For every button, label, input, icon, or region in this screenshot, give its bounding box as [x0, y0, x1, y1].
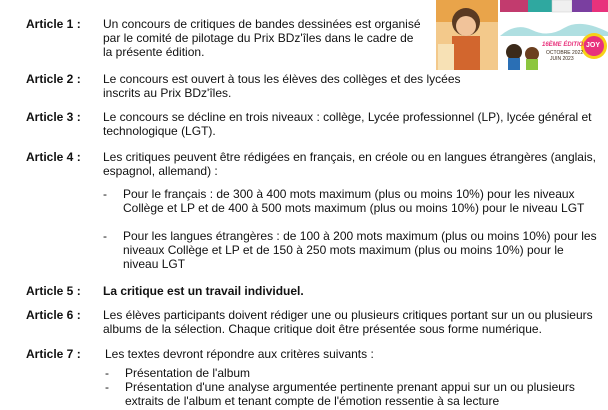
poster-date-start: OCTOBRE 2022 [546, 50, 584, 56]
article-label: Article 3 : [26, 110, 81, 124]
article-label: Article 6 : [26, 308, 81, 322]
list-item-text: Présentation de l'album [125, 366, 251, 380]
article-label: Article 1 : [26, 17, 81, 31]
article-text: Les élèves participants doivent rédiger une ou plusieurs critiques portant sur un ou plusieurs albums de la sélection. Chaque critique doit être présentée sous forme numérique. [103, 308, 593, 336]
prix-bdziles-poster [436, 0, 608, 70]
poster-edition-label: 16ÈME ÉDITION [542, 42, 588, 48]
list-item-text: Pour les langues étrangères : de 100 à 200 mots maximum (plus ou moins 10%) pour les niveaux Collège et LP et de 150 à 250 mots maximum (plus ou moins 10%) pour le niveau LGT [123, 229, 597, 271]
list-item [103, 187, 598, 215]
article-intro: Les critiques peuvent être rédigées en français, en créole ou en langues étrangères (anglais, espagnol, allemand) : [103, 150, 596, 178]
article-text: Le concours est ouvert à tous les élèves des collèges et des lycées inscrits au Prix BDz'îles. [103, 72, 461, 100]
article-label: Article 2 : [26, 72, 81, 86]
article-label: Article 5 : [26, 284, 81, 298]
poster-illustration-icon [436, 0, 608, 70]
bullet-dash: - [103, 229, 107, 243]
bullet-dash: - [103, 187, 107, 201]
list-item [103, 229, 598, 271]
article-label: Article 4 : [26, 150, 81, 164]
poster-date-end: JUIN 2023 [550, 56, 574, 62]
article-label: Article 7 : [26, 347, 81, 361]
article-intro: Les textes devront répondre aux critères suivants : [105, 347, 374, 361]
list-item-text: Présentation d'une analyse argumentée pertinente prenant appui sur un ou plusieurs extraits de l'album et tenant compte de l'émotion ressentie à sa lecture [125, 380, 575, 408]
article-text: Un concours de critiques de bandes dessinées est organisé par le comité de pilotage du Prix BDz'îles dans le cadre de la présente édition. [103, 17, 421, 59]
bullet-dash: - [105, 380, 109, 394]
list-item [105, 366, 600, 380]
list-item [105, 380, 600, 408]
list-item-text: Pour le français : de 300 à 400 mots maximum (plus ou moins 10%) pour les niveaux Collège et LP et de 400 à 500 mots maximum (plus ou moins 10%) pour le niveau LGT [123, 187, 585, 215]
article-text: La critique est un travail individuel. [103, 284, 304, 298]
poster-badge-label: JOY [586, 42, 601, 49]
article-body [105, 347, 600, 408]
article-body [103, 150, 598, 271]
bullet-dash: - [105, 366, 109, 380]
article-text: Le concours se décline en trois niveaux : collège, Lycée professionnel (LP), lycée général et technologique (LGT). [103, 110, 592, 138]
